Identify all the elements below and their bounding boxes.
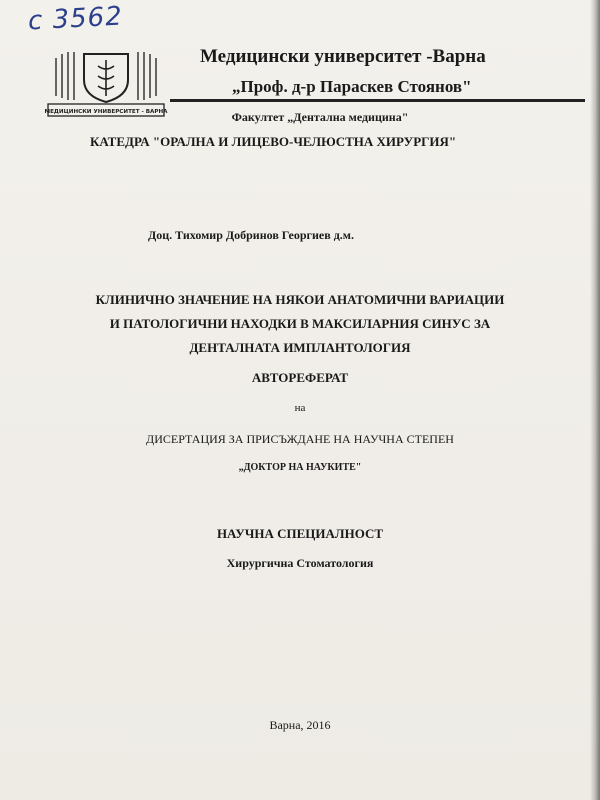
university-name: Медицински университет -Варна — [200, 46, 486, 67]
degree-name: „ДОКТОР НА НАУКИТЕ" — [238, 462, 362, 473]
faculty-name: Факултет „Дентална медицина" — [231, 110, 409, 124]
university-patron: „Проф. д-р Параскев Стоянов" — [232, 77, 472, 96]
handwritten-catalog-number: с 3562 — [27, 1, 124, 37]
department-name: КАТЕДРА "ОРАЛНА И ЛИЦЕВО-ЧЕЛЮСТНА ХИРУРГИЯ" — [90, 134, 457, 149]
thesis-title-line-1: КЛИНИЧНО ЗНАЧЕНИЕ НА НЯКОИ АНАТОМИЧНИ ВАРИАЦИИ — [95, 292, 505, 307]
logo-caption: МЕДИЦИНСКИ УНИВЕРСИТЕТ - ВАРНА — [44, 109, 168, 115]
header-divider — [170, 99, 585, 102]
logo-caduceus — [98, 60, 114, 96]
thesis-title-line-3: ДЕНТАЛНАТА ИМПЛАНТОЛОГИЯ — [189, 340, 411, 355]
specialty-heading: НАУЧНА СПЕЦИАЛНОСТ — [216, 526, 384, 541]
author-name: Доц. Тихомир Добринов Георгиев д.м. — [148, 228, 354, 242]
place-and-year: Варна, 2016 — [269, 718, 331, 732]
preposition-na: на — [294, 402, 306, 414]
thesis-title-line-2: И ПАТОЛОГИЧНИ НАХОДКИ В МАКСИЛАРНИЯ СИНУС ЗА — [109, 316, 491, 331]
document-type: АВТОРЕФЕРАТ — [251, 370, 349, 385]
dissertation-line: ДИСЕРТАЦИЯ ЗА ПРИСЪЖДАНЕ НА НАУЧНА СТЕПЕН — [146, 432, 454, 446]
specialty-name: Хирургична Стоматология — [226, 556, 374, 570]
